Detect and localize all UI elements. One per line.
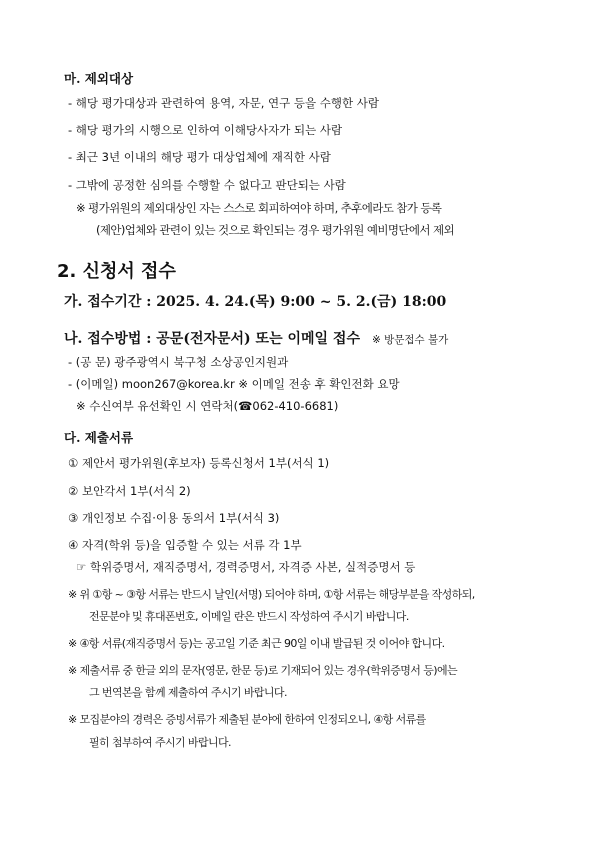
note-text: 필히 첨부하여 주시기 바랍니다. bbox=[89, 736, 231, 749]
list-item: - 그밖에 공정한 심의를 수행할 수 없다고 판단되는 사람 bbox=[68, 178, 346, 192]
section-title-documents: 다. 제출서류 bbox=[64, 430, 134, 445]
list-item: ① 제안서 평가위원(후보자) 등록신청서 1부(서식 1) bbox=[68, 456, 330, 470]
section-heading-application: 2. 신청서 접수 bbox=[57, 261, 176, 282]
list-item: ② 보안각서 1부(서식 2) bbox=[68, 484, 191, 498]
note-text: ※ ④항 서류(재직증명서 등)는 공고일 기준 최근 90일 이내 발급된 것 이어야 합니다. bbox=[68, 637, 445, 650]
note-text: ※ 평가위원의 제외대상인 자는 스스로 회피하여야 하며, 추후에라도 참가 등록 bbox=[76, 201, 442, 215]
email-line: - (이메일) moon267@korea.kr ※ 이메일 전송 후 확인전화 요망 bbox=[68, 377, 400, 391]
note-text: ※ 위 ①항 ~ ③항 서류는 반드시 날인(서명) 되어야 하며, ①항 서류는 해당부분을 작성하되, bbox=[68, 588, 475, 601]
note-text: ※ 모집분야의 경력은 증빙서류가 제출된 분야에 한하여 인정되오니, ④항 서류를 bbox=[68, 713, 426, 726]
contact-note: ※ 수신여부 유선확인 시 연락처(☎062-410-6681) bbox=[76, 399, 339, 413]
note-text: (제안)업체와 관련이 있는 것으로 확인되는 경우 평가위원 예비명단에서 제외 bbox=[96, 223, 454, 237]
section-title-exclusion: 마. 제외대상 bbox=[64, 71, 134, 86]
sub-item: ☞ 학위증명서, 재직증명서, 경력증명서, 자격증 사본, 실적증명서 등 bbox=[76, 560, 416, 574]
list-item: ④ 자격(학위 등)을 입증할 수 있는 서류 각 1부 bbox=[68, 538, 302, 552]
list-item: - 최근 3년 이내의 해당 평가 대상업체에 재직한 사람 bbox=[68, 150, 331, 164]
list-item: - 해당 평가대상과 관련하여 용역, 자문, 연구 등을 수행한 사람 bbox=[68, 96, 379, 110]
list-item: - 해당 평가의 시행으로 인하여 이해당사자가 되는 사람 bbox=[68, 123, 343, 137]
list-item: ③ 개인정보 수집·이용 동의서 1부(서식 3) bbox=[68, 511, 280, 525]
list-item: - (공 문) 광주광역시 북구청 소상공인지원과 bbox=[68, 355, 289, 369]
visit-note: ※ 방문접수 불가 bbox=[371, 334, 449, 346]
application-period: 가. 접수기간 : 2025. 4. 24.(목) 9:00 ~ 5. 2.(금) 18:00 bbox=[64, 294, 447, 310]
note-text: 그 번역본을 함께 제출하여 주시기 바랍니다. bbox=[89, 686, 287, 699]
application-method-row bbox=[64, 330, 448, 348]
note-text: ※ 제출서류 중 한글 외의 문자(영문, 한문 등)로 기재되어 있는 경우(학위증명서 등)에는 bbox=[68, 664, 457, 677]
note-text: 전문분야 및 휴대폰번호, 이메일 란은 반드시 작성하여 주시기 바랍니다. bbox=[89, 610, 409, 623]
application-method: 나. 접수방법 : 공문(전자문서) 또는 이메일 접수 bbox=[64, 331, 360, 347]
